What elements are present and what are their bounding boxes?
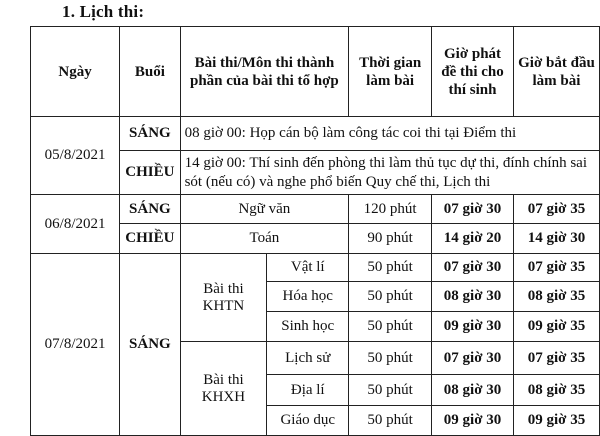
duration-cell: 50 phút [349, 282, 432, 312]
table-row [31, 117, 600, 151]
note-cell: 14 giờ 00: Thí sinh đến phòng thi làm thủ tục dự thi, đính chính sai sót (nếu có) và nghe phổ biến Quy chế thi, Lịch thi [180, 151, 599, 195]
handout-time-cell: 07 giờ 30 [432, 254, 514, 282]
session-cell: CHIỀU [120, 151, 180, 195]
start-time-cell: 07 giờ 35 [513, 195, 599, 224]
start-time-cell: 08 giờ 35 [513, 282, 599, 312]
duration-cell: 50 phút [349, 254, 432, 282]
subject-cell: Vật lí [267, 254, 349, 282]
start-time-cell: 09 giờ 35 [513, 406, 599, 436]
header-handout-time: Giờ phát đề thi cho thí sinh [432, 27, 514, 117]
handout-time-cell: 14 giờ 20 [432, 224, 514, 254]
duration-cell: 120 phút [349, 195, 432, 224]
subject-cell: Hóa học [267, 282, 349, 312]
header-session: Buổi [120, 27, 180, 117]
section-heading: 1. Lịch thi: [62, 2, 145, 21]
group-cell-khtn: Bài thi KHTN [180, 254, 267, 342]
start-time-cell: 09 giờ 35 [513, 312, 599, 342]
date-cell: 06/8/2021 [31, 195, 120, 254]
header-start-time: Giờ bắt đầu làm bài [513, 27, 599, 117]
date-cell: 05/8/2021 [31, 117, 120, 195]
session-cell: SÁNG [120, 254, 180, 436]
subject-cell: Địa lí [267, 375, 349, 406]
handout-time-cell: 09 giờ 30 [432, 406, 514, 436]
start-time-cell: 08 giờ 35 [513, 375, 599, 406]
start-time-cell: 07 giờ 35 [513, 342, 599, 375]
start-time-cell: 07 giờ 35 [513, 254, 599, 282]
duration-cell: 90 phút [349, 224, 432, 254]
subject-cell: Toán [180, 224, 349, 254]
duration-cell: 50 phút [349, 406, 432, 436]
subject-cell: Giáo dục [267, 406, 349, 436]
note-cell: 08 giờ 00: Họp cán bộ làm công tác coi thi tại Điểm thi [180, 117, 599, 151]
subject-cell: Ngữ văn [180, 195, 349, 224]
duration-cell: 50 phút [349, 342, 432, 375]
table-row [31, 195, 600, 224]
start-time-cell: 14 giờ 30 [513, 224, 599, 254]
date-cell: 07/8/2021 [31, 254, 120, 436]
handout-time-cell: 08 giờ 30 [432, 375, 514, 406]
header-row [31, 27, 600, 117]
header-subject: Bài thi/Môn thi thành phần của bài thi tổ hợp [180, 27, 349, 117]
session-cell: CHIỀU [120, 224, 180, 254]
group-cell-khxh: Bài thi KHXH [180, 342, 267, 436]
handout-time-cell: 07 giờ 30 [432, 342, 514, 375]
subject-cell: Lịch sử [267, 342, 349, 375]
handout-time-cell: 09 giờ 30 [432, 312, 514, 342]
duration-cell: 50 phút [349, 312, 432, 342]
subject-cell: Sinh học [267, 312, 349, 342]
session-cell: SÁNG [120, 117, 180, 151]
table-row [31, 254, 600, 282]
duration-cell: 50 phút [349, 375, 432, 406]
handout-time-cell: 07 giờ 30 [432, 195, 514, 224]
exam-schedule-table [30, 26, 600, 436]
header-day: Ngày [31, 27, 120, 117]
handout-time-cell: 08 giờ 30 [432, 282, 514, 312]
header-duration: Thời gian làm bài [349, 27, 432, 117]
session-cell: SÁNG [120, 195, 180, 224]
